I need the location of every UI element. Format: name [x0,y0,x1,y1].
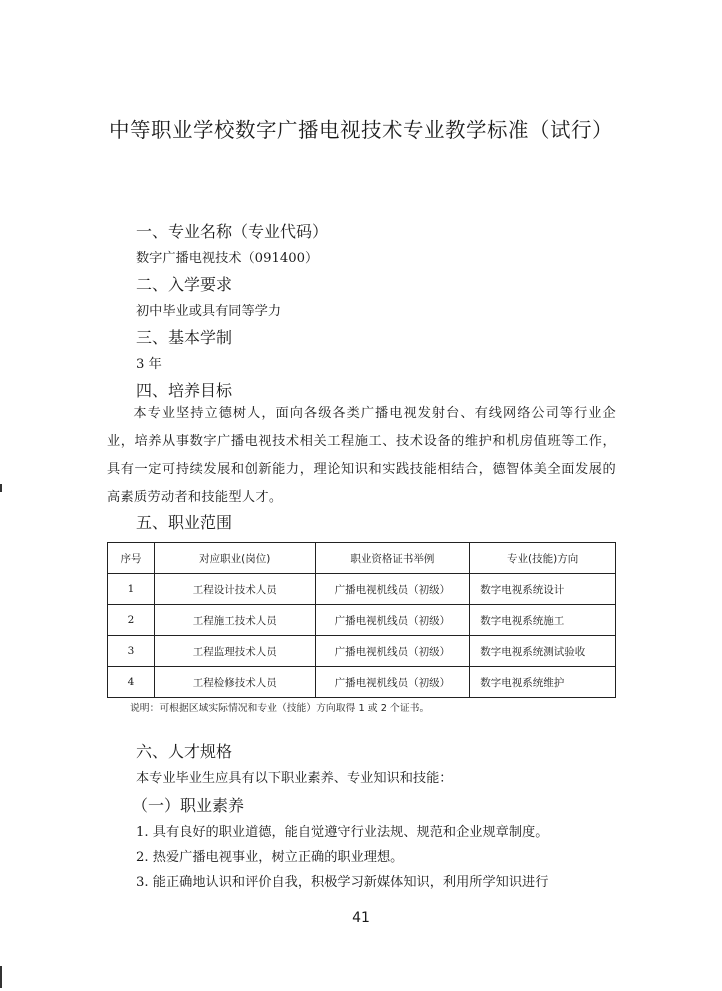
occupation-table [107,542,616,698]
table-note: 说明：可根据区域实际情况和专业（技能）方向取得 1 或 2 个证书。 [130,703,430,714]
cell-certificate: 广播电视机线员（初级） [315,605,470,636]
cell-occupation: 工程施工技术人员 [154,605,315,636]
section-6-text: 本专业毕业生应具有以下职业素养、专业知识和技能： [136,771,453,786]
section-1-heading: 一、专业名称（专业代码） [136,222,329,241]
table-row [108,605,616,636]
cell-direction: 数字电视系统维护 [470,667,616,698]
section-6-heading: 六、人才规格 [136,742,233,761]
table-header-row [108,543,616,574]
section-2-text: 初中毕业或具有同等学力 [136,304,282,319]
edge-mark-top [0,484,2,492]
cell-seq: 1 [108,574,155,605]
cell-seq: 3 [108,636,155,667]
table-row [108,574,616,605]
cell-occupation: 工程监理技术人员 [154,636,315,667]
table-row [108,636,616,667]
list-item: 3. 能正确地认识和评价自我，积极学习新媒体知识，利用所学知识进行 [136,875,549,890]
cell-direction: 数字电视系统设计 [470,574,616,605]
cell-occupation: 工程检修技术人员 [154,667,315,698]
header-direction: 专业(技能)方向 [470,543,616,574]
cell-certificate: 广播电视机线员（初级） [315,574,470,605]
section-3-heading: 三、基本学制 [136,328,233,347]
list-item: 2. 热爱广播电视事业，树立正确的职业理想。 [136,850,404,865]
header-seq: 序号 [108,543,155,574]
cell-direction: 数字电视系统施工 [470,605,616,636]
cell-occupation: 工程设计技术人员 [154,574,315,605]
list-item: 1. 具有良好的职业道德，能自觉遵守行业法规、规范和企业规章制度。 [136,825,549,840]
table-row [108,667,616,698]
section-4-heading: 四、培养目标 [136,381,233,400]
section-3-text: 3 年 [136,357,162,372]
section-4-paragraph: 本专业坚持立德树人，面向各级各类广播电视发射台、有线网络公司等行业企业，培养从事数字广播电视技术相关工程施工、技术设备的维护和机房值班等工作，具有一定可持续发展和创新能力，理论知识和实践技能相结合，德智体美全面发展的高素质劳动者和技能型人才。 [107,406,616,505]
header-occupation: 对应职业(岗位) [154,543,315,574]
cell-direction: 数字电视系统测试验收 [470,636,616,667]
subsection-heading: （一）职业素养 [132,796,245,815]
edge-mark-bottom [0,966,2,988]
page-number: 41 [352,910,370,926]
section-5-heading: 五、职业范围 [136,513,233,532]
cell-seq: 2 [108,605,155,636]
cell-certificate: 广播电视机线员（初级） [315,636,470,667]
section-2-heading: 二、入学要求 [136,275,233,294]
document-title: 中等职业学校数字广播电视技术专业教学标准（试行） [109,118,613,142]
section-1-text: 数字广播电视技术（091400） [136,251,319,266]
header-certificate: 职业资格证书举例 [315,543,470,574]
cell-seq: 4 [108,667,155,698]
cell-certificate: 广播电视机线员（初级） [315,667,470,698]
